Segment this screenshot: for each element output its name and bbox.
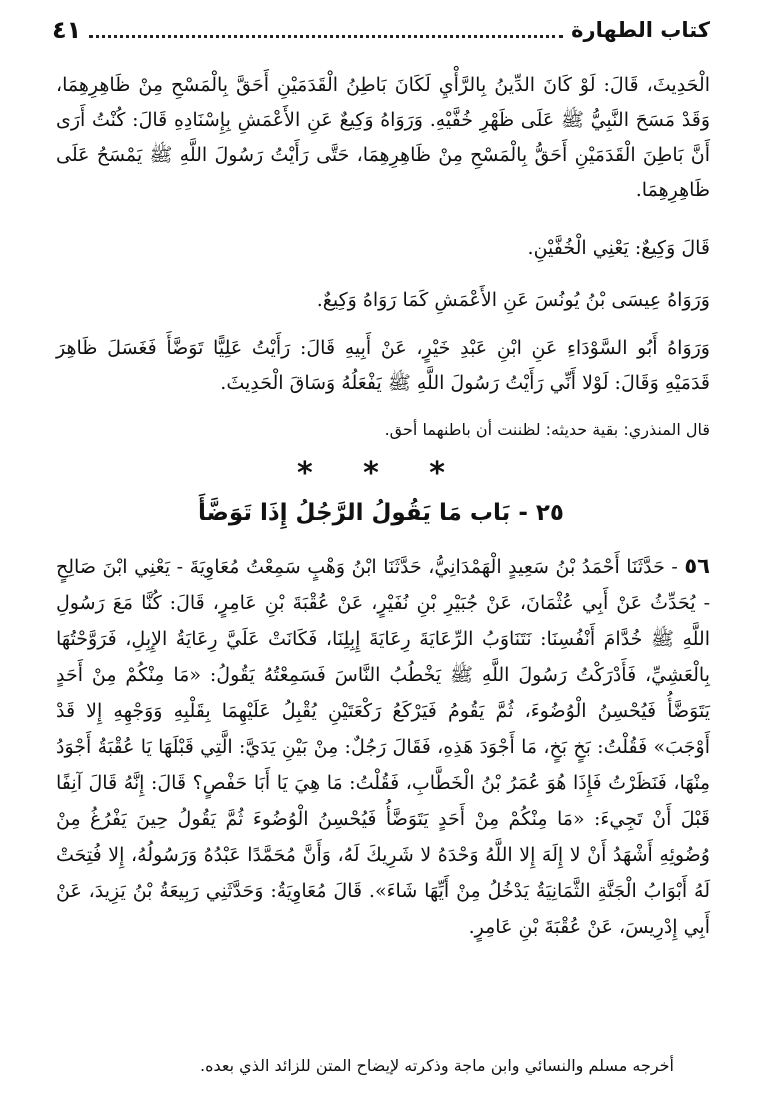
header-dotted-leader: [89, 15, 563, 38]
section-separator: * * *: [297, 456, 465, 491]
hadith-number: ٥٦: [684, 554, 710, 578]
header-title: كتاب الطهارة: [571, 18, 710, 42]
commentary-note: قال المنذري: بقية حديثه: لظننت أن باطنهما أحق.: [384, 420, 710, 439]
paragraph-3: وَرَوَاهُ عِيسَى بْنُ يُونُسَ عَنِ الأَعْمَشِ كَمَا رَوَاهُ وَكِيعٌ.: [316, 289, 710, 311]
paragraph-2: قَالَ وَكِيعٌ: يَعْنِي الْخُفَّيْنِ.: [527, 237, 710, 259]
chapter-heading: ٢٥ - بَاب مَا يَقُولُ الرَّجُلُ إِذَا تَوَضَّأَ: [198, 500, 564, 526]
hadith-text: - حَدَّثَنَا أَحْمَدُ بْنُ سَعِيدٍ الْهَمْدَانِيُّ، حَدَّثَنَا ابْنُ وَهْبٍ سَمِعْتُ مُعَاوِيَةَ - يَعْنِي ابْنَ صَالِحٍ - يُحَدِّثُ عَنْ أَبِي عُثْمَانَ، عَنْ جُبَيْرِ بْنِ نُفَيْرٍ، عَنْ عُقْبَةَ بْنِ عَامِرٍ، قَالَ: كُنَّا مَعَ رَسُولِ اللَّهِ ﷺ خُدَّامَ أَنْفُسِنَا: نَتَنَاوَبُ الرِّعَايَةَ رِعَايَةَ إِبِلِنَا، فَكَانَتْ عَلَيَّ رِعَايَةُ الإِبِلِ، فَرَوَّحْتُهَا بِالْعَشِيِّ، فَأَدْرَكْتُ رَسُولَ اللَّهِ ﷺ يَخْطُبُ النَّاسَ فَسَمِعْتُهُ يَقُولُ: «مَا مِنْكُمْ مِنْ أَحَدٍ يَتَوَضَّأُ فَيُحْسِنُ الْوُضُوءَ، ثُمَّ يَقُومُ فَيَرْكَعُ رَكْعَتَيْنِ يُقْبِلُ عَلَيْهِمَا بِقَلْبِهِ وَوَجْهِهِ إِلا قَدْ أَوْجَبَ» فَقُلْتُ: بَخٍ بَخٍ، مَا أَجْوَدَ هَذِهِ، فَقَالَ رَجُلٌ: مِنْ بَيْنِ يَدَيَّ: الَّتِي قَبْلَهَا يَا عُقْبَةُ أَجْوَدُ مِنْهَا، فَنَظَرْتُ فَإِذَا هُوَ عُمَرُ بْنُ الْخَطَّابِ، فَقُلْتُ: مَا هِيَ يَا أَبَا حَفْصٍ؟ قَالَ: إِنَّهُ قَالَ آنِفًا قَبْلَ أَنْ تَجِيءَ: «مَا مِنْكُمْ مِنْ أَحَدٍ يَتَوَضَّأُ فَيُحْسِنُ الْوُضُوءَ ثُمَّ يَقُولُ حِينَ يَفْرُغُ مِنْ وُضُوئِهِ أَشْهَدُ أَنْ لا إِلَهَ إِلا اللَّهُ وَحْدَهُ لا شَرِيكَ لَهُ، وَأَنَّ مُحَمَّدًا عَبْدُهُ وَرَسُولُهُ، إِلا فُتِحَتْ لَهُ أَبْوَابُ الْجَنَّةِ الثَّمَانِيَةُ يَدْخُلُ مِنْ أَيِّهَا شَاءَ». قَالَ مُعَاوِيَةُ: وَحَدَّثَنِي رَبِيعَةُ بْنُ يَزِيدَ، عَنْ أَبِي إِدْرِيسَ، عَنْ عُقْبَةَ بْنِ عَامِرٍ.: [56, 556, 710, 938]
page-number: ٤١: [52, 16, 82, 44]
running-header: [52, 8, 710, 52]
footnote: أخرجه مسلم والنسائي وابن ماجة وذكرته لإيضاح المتن للزائد الذي بعده.: [200, 1056, 674, 1075]
hadith-block: [56, 548, 710, 945]
paragraph-4: وَرَوَاهُ أَبُو السَّوْدَاءِ عَنِ ابْنِ عَبْدِ خَيْرٍ، عَنْ أَبِيهِ قَالَ: رَأَيْتُ عَلِيًّا تَوَضَّأَ فَغَسَلَ ظَاهِرَ قَدَمَيْهِ وَقَالَ: لَوْلا أَنِّي رَأَيْتُ رَسُولَ اللَّهِ ﷺ يَفْعَلُهُ وَسَاقَ الْحَدِيثَ.: [56, 337, 710, 394]
paragraph-1: الْحَدِيثَ، قَالَ: لَوْ كَانَ الدِّينُ بِالرَّأْيِ لَكَانَ بَاطِنُ الْقَدَمَيْنِ أَحَقَّ بِالْمَسْحِ مِنْ ظَاهِرِهِمَا، وَقَدْ مَسَحَ النَّبِيُّ ﷺ عَلَى ظَهْرِ خُفَّيْهِ. وَرَوَاهُ وَكِيعٌ عَنِ الأَعْمَشِ بِإِسْنَادِهِ قَالَ: كُنْتُ أَرَى أَنَّ بَاطِنَ الْقَدَمَيْنِ أَحَقُّ بِالْمَسْحِ مِنْ ظَاهِرِهِمَا، حَتَّى رَأَيْتُ رَسُولَ اللَّهِ ﷺ يَمْسَحُ عَلَى ظَاهِرِهِمَا.: [56, 74, 710, 201]
